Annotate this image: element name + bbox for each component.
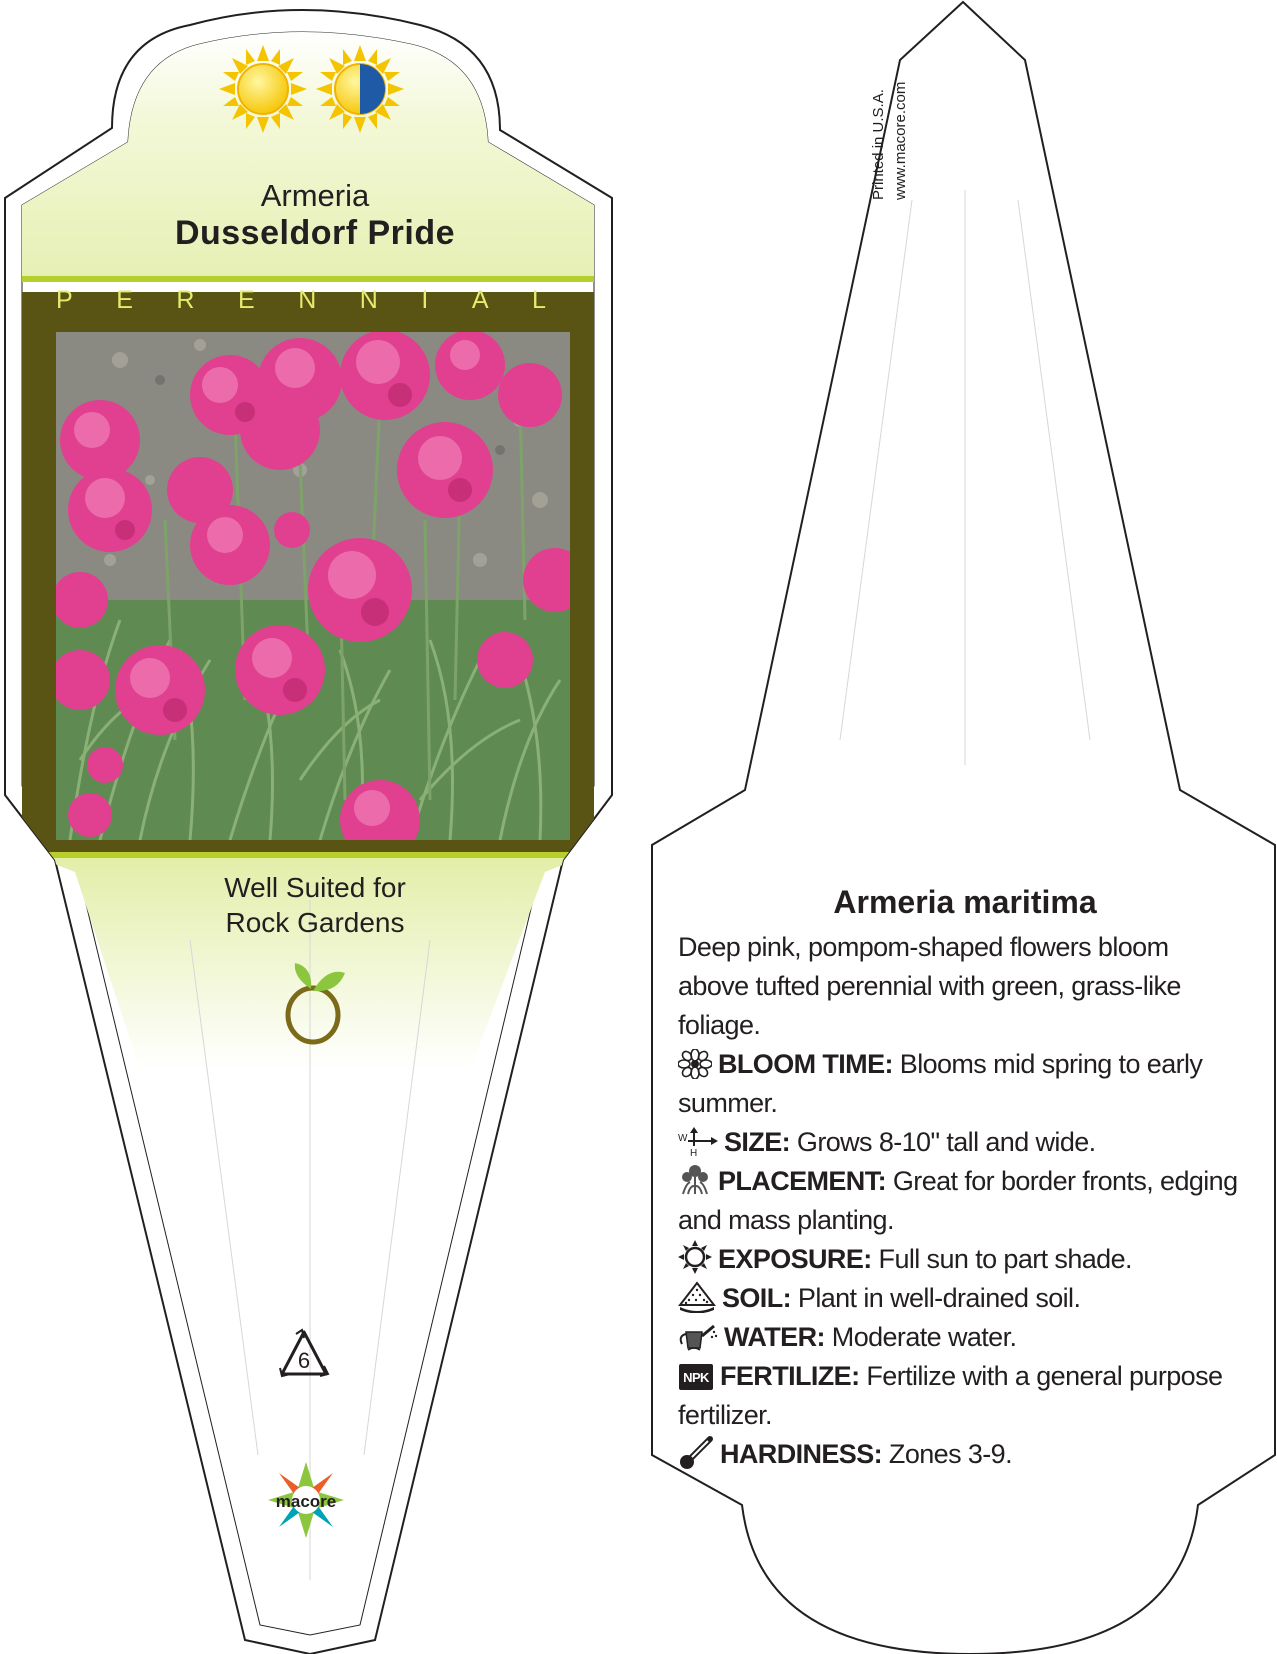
size-icon-h: H — [690, 1148, 697, 1157]
tagline — [150, 870, 480, 940]
category-letter: A — [471, 286, 489, 314]
fact-placement — [678, 1162, 1238, 1240]
category-letter: N — [359, 286, 378, 314]
fact-label: WATER: — [724, 1322, 825, 1352]
npk-icon — [678, 1361, 714, 1391]
description: Deep pink, pompom-shaped flowers bloom above tufted perennial with green, grass-like foliage. — [678, 932, 1181, 1040]
fact-label: FERTILIZE: — [720, 1361, 860, 1391]
plant-info — [678, 928, 1238, 1474]
fact-label: PLACEMENT: — [718, 1166, 886, 1196]
flower-icon — [678, 1049, 712, 1079]
fact-fertilize — [678, 1357, 1238, 1435]
printed-in-usa: Printed in U.S.A. — [870, 89, 887, 200]
thermometer-icon — [678, 1435, 714, 1469]
fact-text: Grows 8-10" tall and wide. — [796, 1127, 1096, 1157]
fact-text: Fertilize with a general purpose fertilizer. — [678, 1361, 1223, 1430]
fact-label: SOIL: — [722, 1283, 791, 1313]
cultivar-name: Dusseldorf Pride — [174, 214, 456, 252]
plant-photo — [50, 330, 587, 860]
size-icon-w: W — [678, 1133, 687, 1144]
fact-text: Plant in well-drained soil. — [797, 1283, 1081, 1313]
full-sun-icon — [219, 45, 307, 133]
fact-bloom-time — [678, 1045, 1238, 1123]
recycle-code: 6 — [297, 1348, 311, 1373]
tagline-line: Rock Gardens — [225, 907, 405, 938]
fact-size — [678, 1123, 1238, 1162]
fact-text: Great for border fronts, edging and mass planting. — [678, 1166, 1238, 1235]
category-letter: E — [237, 286, 255, 314]
soil-icon — [678, 1281, 716, 1313]
genus-name: Armeria — [260, 178, 370, 213]
printed-note — [870, 50, 1030, 200]
fact-water — [678, 1318, 1238, 1357]
npk-text: NPK — [683, 1370, 709, 1385]
tagline-line: Well Suited for — [224, 872, 406, 903]
brand-name: macore — [275, 1492, 337, 1511]
fact-text: Zones 3-9. — [888, 1439, 1012, 1469]
category-letter: R — [176, 286, 195, 314]
fact-label: BLOOM TIME: — [718, 1049, 893, 1079]
fact-exposure — [678, 1240, 1238, 1279]
category-letter: L — [532, 286, 546, 314]
fact-label: EXPOSURE: — [718, 1244, 872, 1274]
category-letter: N — [298, 286, 317, 314]
size-arrows-icon — [678, 1127, 718, 1157]
watering-can-icon — [678, 1320, 718, 1352]
fact-label: SIZE: — [724, 1127, 791, 1157]
sun-outline-icon — [678, 1240, 712, 1274]
fact-soil — [678, 1279, 1238, 1318]
macore-url: www.macore.com — [892, 81, 909, 200]
category-letter: E — [116, 286, 133, 314]
fact-text: Blooms mid spring to early summer. — [678, 1049, 1203, 1118]
species-name: Armeria maritima — [833, 884, 1097, 920]
fact-text: Moderate water. — [831, 1322, 1017, 1352]
category-letter: I — [421, 286, 429, 314]
part-shade-icon — [316, 45, 404, 133]
category-letter: P — [56, 286, 73, 314]
placement-icon — [678, 1164, 712, 1196]
fact-text: Full sun to part shade. — [878, 1244, 1132, 1274]
category-band — [56, 286, 546, 315]
fact-hardiness — [678, 1435, 1238, 1474]
fact-label: HARDINESS: — [720, 1439, 883, 1469]
